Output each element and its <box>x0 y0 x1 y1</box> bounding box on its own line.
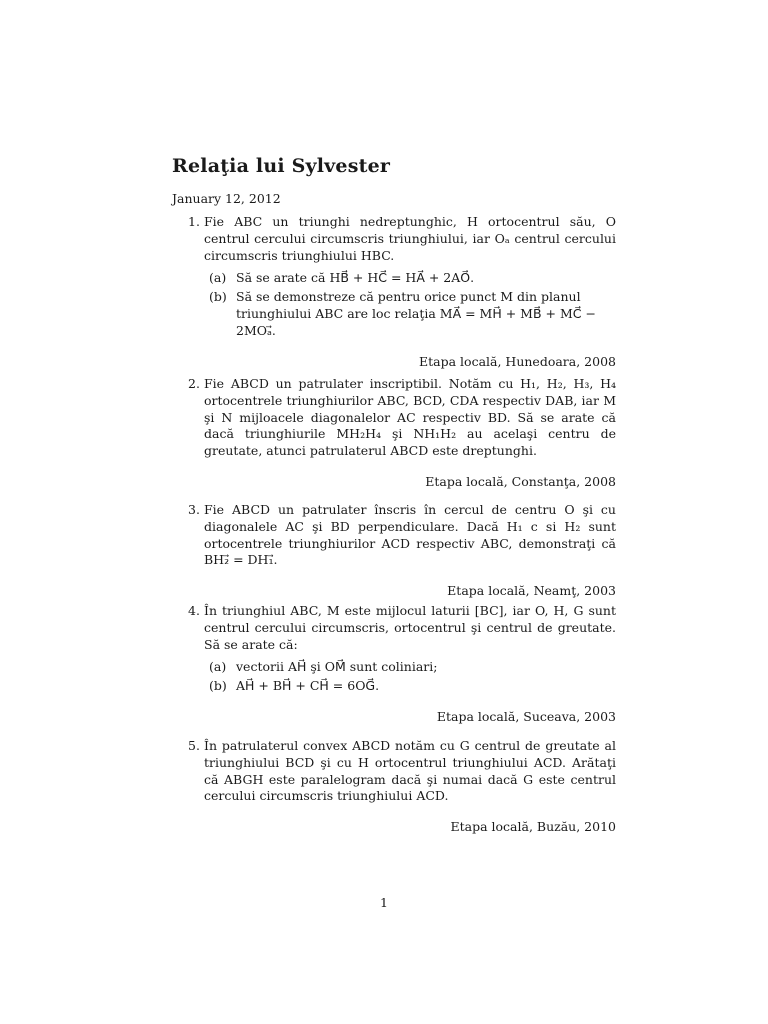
problem-2 <box>172 376 616 491</box>
subitem-b <box>204 289 616 339</box>
problem-source: Etapa locală, Buzău, 2010 <box>450 819 616 835</box>
page-number: 1 <box>380 895 388 910</box>
problem-4 <box>172 603 616 726</box>
problem-source: Etapa locală, Neamţ, 2003 <box>447 583 616 599</box>
document-title: Relaţia lui Sylvester <box>172 155 391 177</box>
problem-5 <box>172 738 616 836</box>
subitem-text: Să se arate că HB⃗ + HC⃗ = HA⃗ + 2AO⃗. <box>236 270 475 286</box>
subitem-a <box>204 270 616 287</box>
problem-source: Etapa locală, Hunedoara, 2008 <box>419 353 616 369</box>
problem-number: 1. <box>188 214 200 229</box>
problem-number: 2. <box>188 376 200 391</box>
document-date: January 12, 2012 <box>172 191 281 206</box>
problem-number: 4. <box>188 603 200 618</box>
problem-source: Etapa locală, Constanţa, 2008 <box>425 473 616 489</box>
problem-subitems <box>204 270 616 339</box>
subitem-text: vectorii AH⃗ şi OM⃗ sunt coliniari; <box>236 659 438 675</box>
problem-statement: În triunghiul ABC, M este mijlocul laturii [BC], iar O, H, G sunt centrul cercului circumscris, ortocentrul şi centrul de greutate. Să se arate că: <box>204 603 616 652</box>
problem-statement: În patrulaterul convex ABCD notăm cu G centrul de greutate al triunghiului BCD şi cu H ortocentrul triunghiului ACD. Arătaţi că ABGH este paralelogram dacă şi numai dacă G este centrul cercului circumscris triunghiului ACD. <box>204 738 616 804</box>
subitem-label: (a) <box>209 270 227 286</box>
problem-statement: Fie ABCD un patrulater inscriptibil. Notăm cu H₁, H₂, H₃, H₄ ortocentrele triunghiurilor ABC, BCD, CDA respectiv DAB, iar M şi N mijloacele diagonalelor AC respectiv BD. Să se arate că dacă triunghiurile MH₂H₄ şi NH₁H₂ au acelaşi centru de greutate, atunci patrulaterul ABCD este dreptunghi. <box>204 376 616 459</box>
problem-3 <box>172 502 616 600</box>
problem-statement: Fie ABCD un patrulater înscris în cercul de centru O şi cu diagonalele AC şi BD perpendiculare. Dacă H₁ c si H₂ sunt ortocentrele triunghiurilor ACD respectiv ABC, demonstraţi că BH₂⃗ = DH₁⃗. <box>204 502 616 568</box>
problem-1 <box>172 214 616 370</box>
subitem-label: (a) <box>209 659 227 675</box>
problem-number: 5. <box>188 738 200 753</box>
problem-statement: Fie ABC un triunghi nedreptunghic, H ortocentrul său, O centrul cercului circumscris triunghiului, iar Oₐ centrul cercului circumscris triunghiului HBC. <box>204 214 616 263</box>
subitem-text: Să se demonstreze că pentru orice punct M din planul triunghiului ABC are loc relaţia MA⃗ = MH⃗ + MB⃗ + MC⃗ − 2MOₐ⃗. <box>236 289 596 338</box>
subitem-b <box>204 678 616 695</box>
subitem-a <box>204 659 616 676</box>
problem-source: Etapa locală, Suceava, 2003 <box>436 708 616 724</box>
problem-subitems <box>204 659 616 695</box>
subitem-text: AH⃗ + BH⃗ + CH⃗ = 6OG⃗. <box>236 678 380 694</box>
subitem-label: (b) <box>209 678 227 694</box>
subitem-label: (b) <box>209 289 227 305</box>
problem-number: 3. <box>188 502 200 517</box>
